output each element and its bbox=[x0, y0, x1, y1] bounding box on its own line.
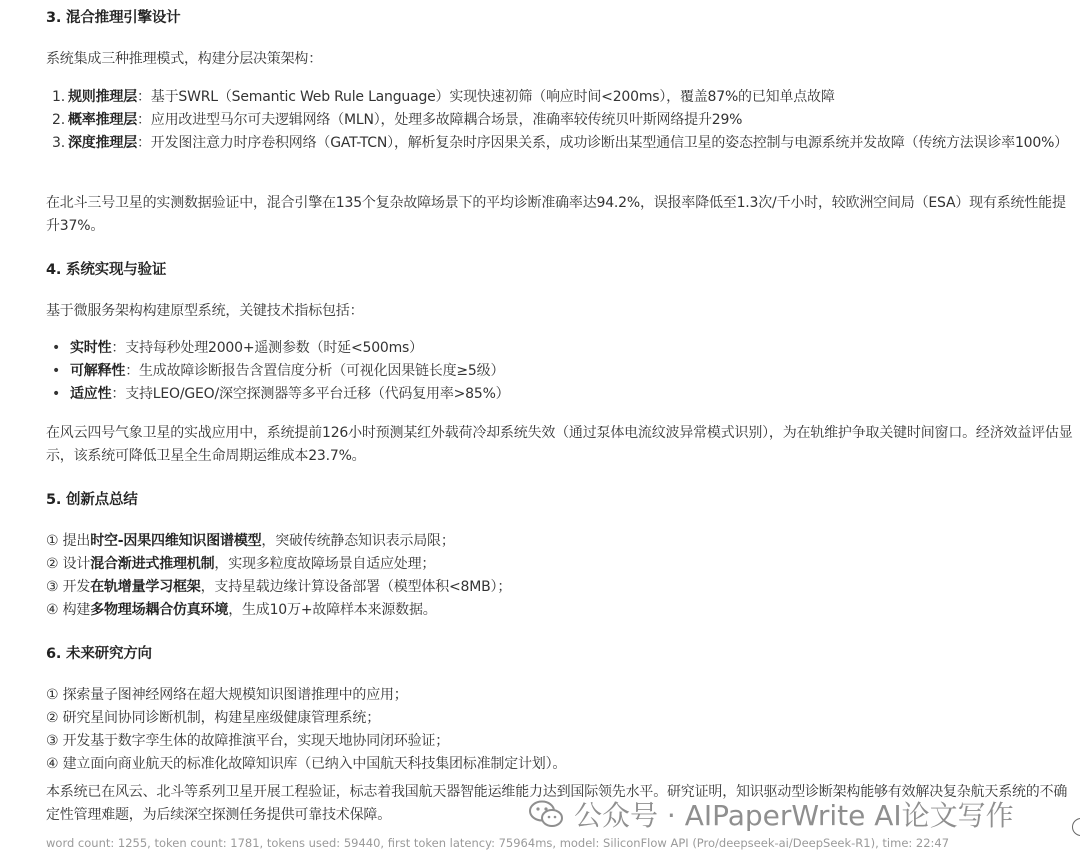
bullet-term: 实时性 bbox=[70, 340, 112, 356]
section-6-heading: 6. 未来研究方向 bbox=[46, 646, 152, 662]
future-item: ③ 开发基于数字孪生体的故障推演平台，实现天地协同闭环验证； bbox=[46, 733, 449, 749]
list-term: 深度推理层 bbox=[68, 135, 137, 151]
list-text: ：应用改进型马尔可夫逻辑网络（MLN），处理多故障耦合场景，准确率较传统贝叶斯网络提升29% bbox=[137, 112, 743, 128]
bullet-dot: • bbox=[52, 363, 61, 379]
bullet-term: 适应性 bbox=[70, 386, 112, 402]
bullet-dot: • bbox=[52, 340, 61, 356]
list-number: 3. bbox=[52, 135, 65, 151]
partial-circle-icon bbox=[1072, 818, 1080, 836]
conclusion-paragraph: 本系统已在风云、北斗等系列卫星开展工程验证，标志着我国航天器智能运维能力达到国际领先水平。研究证明，知识驱动型诊断架构能够有效解决复杂航天系统的不确定性管理难题，为后续深空探测任务提供可靠技术保障。 bbox=[46, 784, 1068, 823]
list-item bbox=[52, 109, 1076, 132]
section-4-heading: 4. 系统实现与验证 bbox=[46, 262, 167, 278]
list-item bbox=[52, 86, 1076, 109]
section-5-heading: 5. 创新点总结 bbox=[46, 492, 138, 508]
list-number: 1. bbox=[52, 89, 65, 105]
list-term: 概率推理层 bbox=[68, 112, 137, 128]
bullet-text: ：生成故障诊断报告含置信度分析（可视化因果链长度≥5级） bbox=[125, 363, 505, 379]
watermark bbox=[528, 796, 1048, 832]
list-term: 规则推理层 bbox=[68, 89, 137, 105]
list-text: ：开发图注意力时序卷积网络（GAT-TCN），解析复杂时序因果关系，成功诊断出某型通信卫星的姿态控制与电源系统并发故障（传统方法误诊率100%） bbox=[137, 135, 1068, 151]
list-item bbox=[52, 132, 1076, 155]
innovation-item: ② 设计混合渐进式推理机制，实现多粒度故障场景自适应处理； bbox=[46, 556, 436, 572]
future-item: ② 研究星间协同诊断机制，构建星座级健康管理系统； bbox=[46, 710, 380, 726]
innovation-item: ① 提出时空-因果四维知识图谱模型，突破传统静态知识表示局限； bbox=[46, 533, 455, 549]
bullet-item bbox=[52, 383, 509, 406]
bullet-text: ：支持每秒处理2000+遥测参数（时延<500ms） bbox=[111, 340, 423, 356]
stats-footer: word count: 1255, token count: 1781, tokens used: 59440, first token latency: 75964ms, model: SiliconFlow API (Pro/deepseek-ai/DeepSeek-R1), time: 22:47 bbox=[46, 836, 950, 850]
bullet-dot: • bbox=[52, 386, 61, 402]
section-4-result: 在风云四号气象卫星的实战应用中，系统提前126小时预测某红外载荷冷却系统失效（通过泵体电流纹波异常模式识别），为在轨维护争取关键时间窗口。经济效益评估显示，该系统可降低卫星全生命周期运维成本23.7%。 bbox=[46, 425, 1073, 464]
section-4-intro: 基于微服务架构构建原型系统，关键技术指标包括： bbox=[46, 303, 364, 319]
section-3-heading: 3. 混合推理引擎设计 bbox=[46, 10, 181, 26]
innovation-item: ③ 开发在轨增量学习框架，支持星载边缘计算设备部署（模型体积<8MB）； bbox=[46, 579, 512, 595]
innovation-item: ④ 构建多物理场耦合仿真环境，生成10万+故障样本来源数据。 bbox=[46, 602, 437, 618]
list-number: 2. bbox=[52, 112, 65, 128]
bullet-item bbox=[52, 360, 504, 383]
bullet-text: ：支持LEO/GEO/深空探测器等多平台迁移（代码复用率>85%） bbox=[111, 386, 510, 402]
section-3-result: 在北斗三号卫星的实测数据验证中，混合引擎在135个复杂故障场景下的平均诊断准确率达94.2%，误报率降低至1.3次/千小时，较欧洲空间局（ESA）现有系统性能提升37%。 bbox=[46, 195, 1066, 234]
list-text: ：基于SWRL（Semantic Web Rule Language）实现快速初筛（响应时间<200ms），覆盖87%的已知单点故障 bbox=[137, 89, 835, 105]
future-item: ④ 建立面向商业航天的标准化故障知识库（已纳入中国航天科技集团标准制定计划）。 bbox=[46, 756, 567, 772]
future-item: ① 探索量子图神经网络在超大规模知识图谱推理中的应用； bbox=[46, 687, 408, 703]
section-3-intro: 系统集成三种推理模式，构建分层决策架构： bbox=[46, 51, 322, 67]
watermark-text: 公众号 · AIPaperWrite AI论文写作 bbox=[574, 799, 1014, 832]
wechat-icon bbox=[528, 799, 564, 829]
bullet-item bbox=[52, 337, 423, 360]
bullet-term: 可解释性 bbox=[70, 363, 126, 379]
